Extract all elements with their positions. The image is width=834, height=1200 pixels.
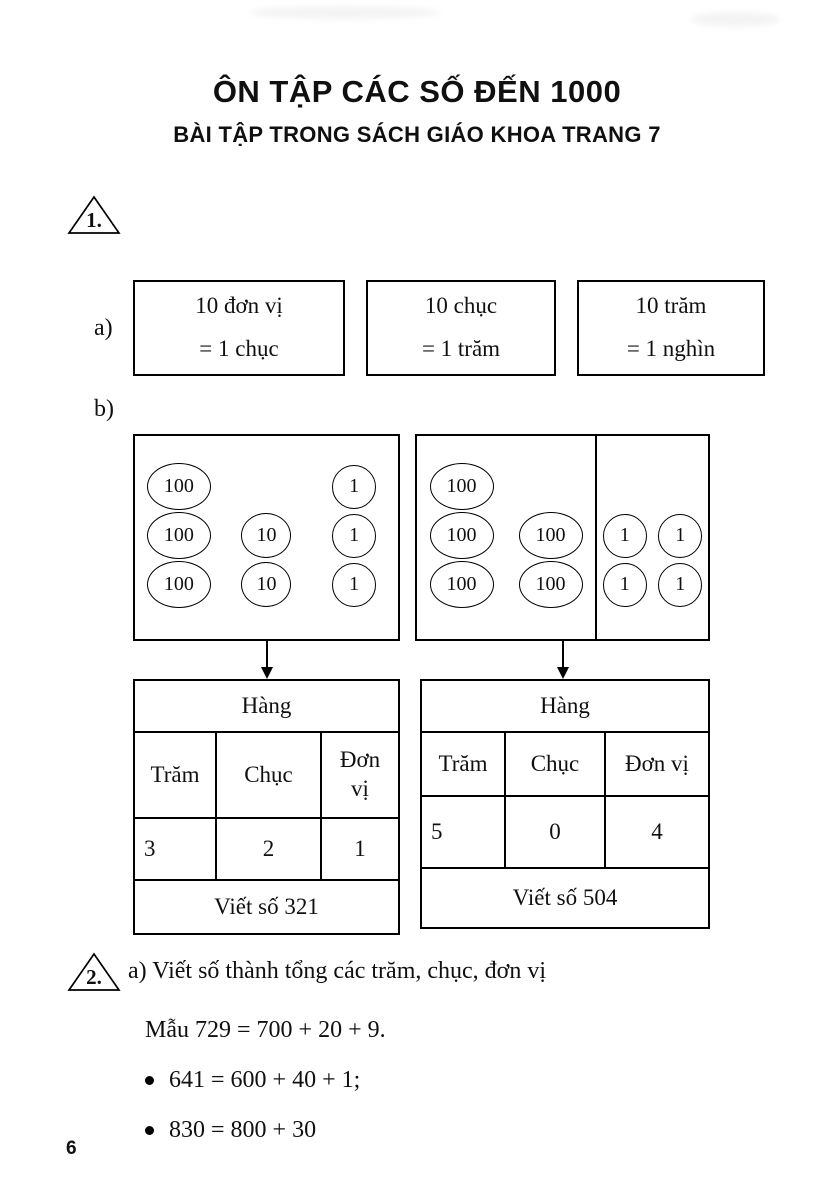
diagram-504: [415, 434, 710, 641]
ten-circle: 10: [241, 513, 291, 558]
conversion-line: 10 đơn vị: [195, 293, 283, 319]
scan-artifact: [250, 6, 440, 19]
item-text: 830 = 800 + 30: [169, 1117, 317, 1143]
conversion-line: = 1 trăm: [421, 336, 501, 361]
column-header: Trăm: [438, 750, 488, 776]
down-arrow-icon: [258, 641, 276, 679]
hundred-circle: 100: [147, 561, 211, 608]
hundred-circle: 100: [519, 512, 583, 559]
conversion-line: 10 chục: [424, 293, 498, 319]
exercise-2-item: [145, 1117, 834, 1144]
conversion-boxes-row: [94, 280, 834, 376]
exercise-1-marker: [66, 194, 122, 236]
table-column-headers: [422, 733, 708, 797]
exercise-2-marker: [66, 951, 122, 993]
column-header: Đơn vị: [320, 733, 398, 817]
diagram-504-hundreds-area: [417, 436, 595, 639]
page-number: 6: [66, 1138, 77, 1159]
table-value: 2: [215, 819, 320, 879]
page-subtitle: BÀI TẬP TRONG SÁCH GIÁO KHOA TRANG 7: [173, 122, 661, 147]
bullet-icon: [145, 1076, 154, 1085]
one-circle: 1: [658, 563, 702, 607]
item-text: 641 = 600 + 40 + 1;: [169, 1067, 361, 1093]
arrow-right: [415, 641, 710, 679]
column-header: Chục: [504, 733, 604, 795]
exercise-2-intro: a) Viết số thành tổng các trăm, chục, đơn vị: [128, 958, 547, 984]
conversion-line: = 1 chục: [199, 336, 279, 361]
table-value: 5: [431, 818, 443, 844]
place-value-table-321: [133, 679, 400, 935]
arrow-left: [133, 641, 400, 679]
column-header: Chục: [215, 733, 320, 817]
column-header: Đơn vị: [604, 733, 708, 795]
hundred-circle: 100: [430, 512, 494, 559]
part-b-label: b): [94, 396, 114, 422]
example-text: Mẫu 729 = 700 + 20 + 9.: [145, 1017, 386, 1043]
conversion-box-hundreds: [577, 280, 765, 376]
place-value-tables-row: [133, 679, 834, 935]
table-values-row: [135, 819, 398, 881]
exercise-2-example: [145, 1017, 834, 1044]
conversion-line: = 1 nghìn: [626, 336, 716, 361]
ten-circle: 10: [241, 562, 291, 607]
conversion-box-tens: [366, 280, 556, 376]
one-circle: 1: [332, 563, 376, 607]
hundred-circle: 100: [519, 561, 583, 608]
conversion-box-units: [133, 280, 345, 376]
table-caption: Viết số 504: [512, 885, 618, 910]
scan-artifact: [690, 12, 780, 27]
hundred-circle: 100: [430, 463, 494, 510]
place-value-table-504: [420, 679, 710, 929]
diagram-321: [133, 434, 400, 641]
table-value: 1: [320, 819, 398, 879]
exercise-2-number: 2.: [86, 965, 102, 989]
one-circle: 1: [332, 514, 376, 558]
down-arrow-icon: [554, 641, 572, 679]
exercise-2-heading: [66, 951, 834, 993]
table-header: Hàng: [135, 681, 398, 733]
table-caption: Viết số 321: [214, 894, 319, 919]
one-circle: 1: [332, 465, 376, 509]
table-value: 4: [604, 797, 708, 867]
bullet-icon: [145, 1126, 154, 1135]
exercise-2-item: [145, 1067, 834, 1094]
page-title: ÔN TẬP CÁC SỐ ĐẾN 1000: [212, 74, 622, 109]
part-a-label: a): [94, 314, 113, 341]
hundred-circle: 100: [430, 561, 494, 608]
table-header: Hàng: [422, 681, 708, 733]
one-circle: 1: [603, 514, 647, 558]
exercise-1-number: 1.: [86, 208, 102, 232]
arrows-row: [133, 641, 834, 679]
diagram-504-ones-area: [595, 436, 708, 639]
one-circle: 1: [658, 514, 702, 558]
table-value: 0: [504, 797, 604, 867]
table-value: 3: [144, 835, 156, 861]
one-circle: 1: [603, 563, 647, 607]
conversion-line: 10 trăm: [635, 293, 707, 319]
hundred-circle: 100: [147, 512, 211, 559]
column-header: Trăm: [150, 761, 200, 787]
table-column-headers: [135, 733, 398, 819]
circle-diagrams-row: [133, 434, 834, 641]
table-values-row: [422, 797, 708, 869]
hundred-circle: 100: [147, 463, 211, 510]
